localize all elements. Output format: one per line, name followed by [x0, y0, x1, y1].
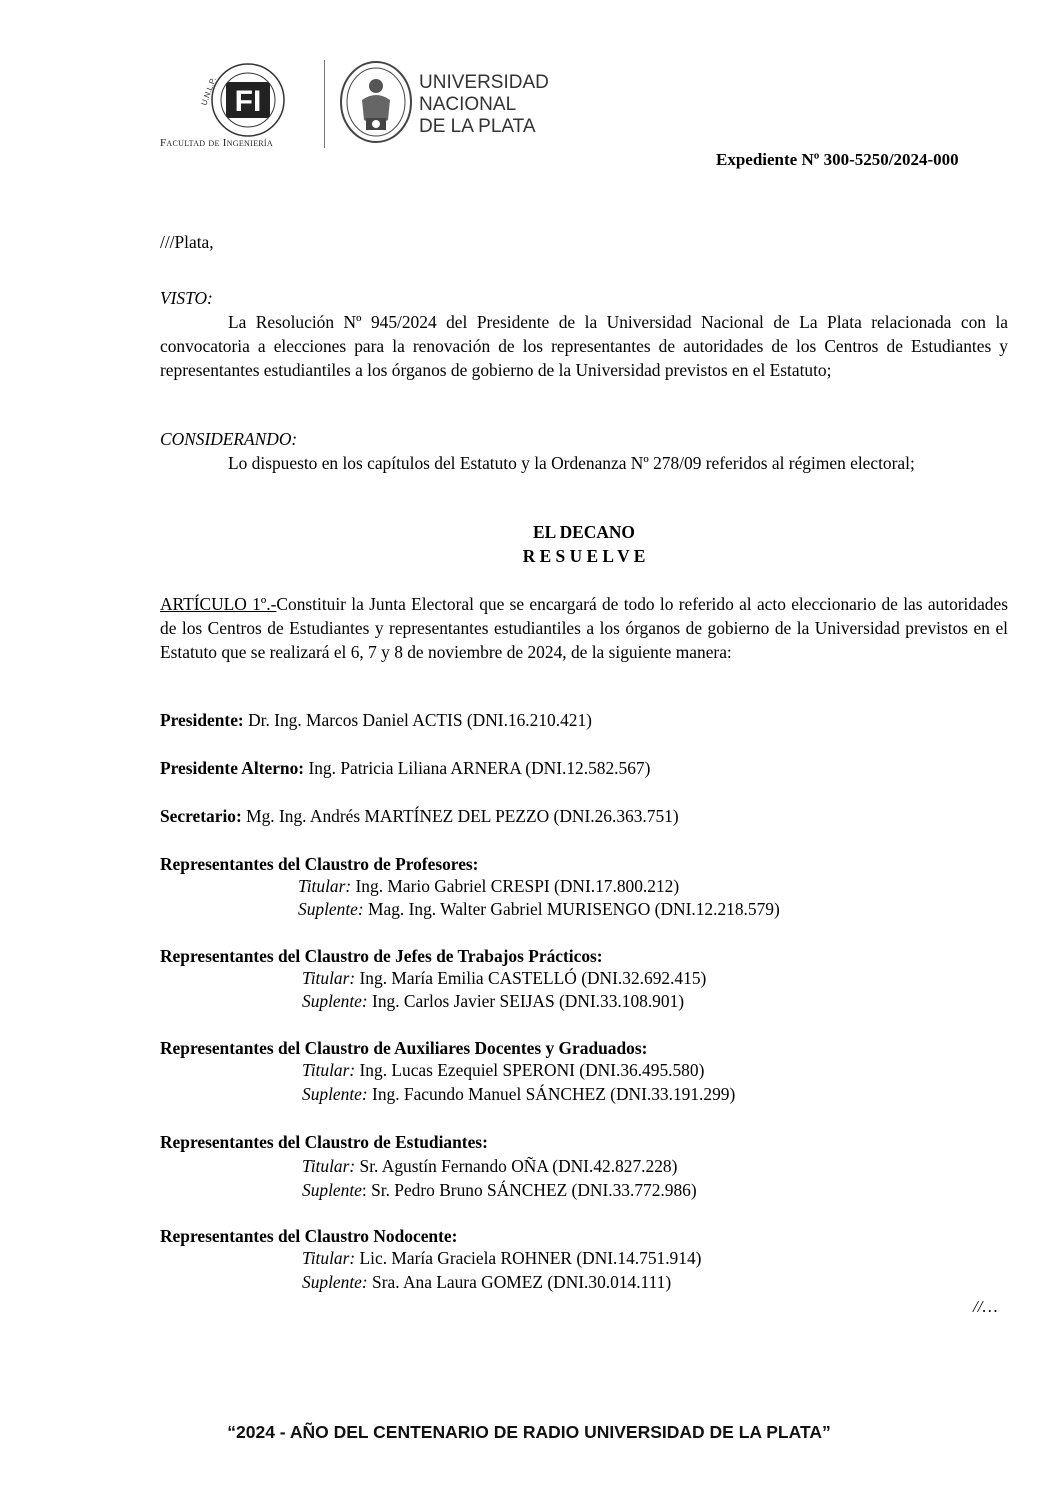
suplente-value: Sra. Ana Laura GOMEZ (DNI.30.014.111) [367, 1272, 672, 1292]
role-label: Secretario: [160, 806, 242, 826]
claustro-titular [302, 1246, 701, 1270]
titular-label: Titular: [302, 968, 356, 988]
suplente-label: Suplente: [298, 899, 364, 919]
role-label: Presidente Alterno: [160, 758, 305, 778]
titular-value: Sr. Agustín Fernando OÑA (DNI.42.827.228) [355, 1156, 678, 1176]
continuation-mark: //… [973, 1297, 998, 1316]
suplente-label: Suplente: [302, 1272, 368, 1292]
suplente-value: Ing. Carlos Javier SEIJAS (DNI.33.108.901) [367, 991, 685, 1011]
suplente-value: : Sr. Pedro Bruno SÁNCHEZ (DNI.33.772.986) [361, 1180, 697, 1200]
university-name-line: NACIONAL [419, 94, 517, 115]
faculty-logo-text: FI [234, 85, 262, 118]
claustro-titular [298, 874, 679, 898]
role-value: Mg. Ing. Andrés MARTÍNEZ DEL PEZZO (DNI.26.363.751) [241, 806, 679, 826]
claustro-heading: Representantes del Claustro Nodocente: [160, 1226, 458, 1246]
titular-label: Titular: [302, 1248, 356, 1268]
titular-value: Ing. María Emilia CASTELLÓ (DNI.32.692.415) [355, 968, 707, 988]
claustro-heading: Representantes del Claustro de Jefes de Trabajos Prácticos: [160, 946, 603, 966]
university-seal-icon [338, 60, 414, 144]
articulo-1 [160, 592, 1008, 664]
titular-value: Ing. Mario Gabriel CRESPI (DNI.17.800.212) [351, 876, 680, 896]
titular-label: Titular: [302, 1156, 356, 1176]
university-name [419, 72, 549, 138]
titular-label: Titular: [302, 1060, 356, 1080]
visto-paragraph: La Resolución Nº 945/2024 del Presidente de la Universidad Nacional de La Plata relacionada con la convocatoria a elecciones para la renovación de los representantes de autoridades de los Centros de Estudiantes y representantes estudiantiles a los órganos de gobierno de la Universidad previstos en el Estatuto; [160, 312, 1008, 380]
considerando-heading: CONSIDERANDO: [160, 429, 298, 449]
role-value: Ing. Patricia Liliana ARNERA (DNI.12.582.567) [304, 758, 651, 778]
university-name-line: DE LA PLATA [419, 116, 536, 137]
claustro-suplente [302, 1082, 735, 1106]
footer-motto: “2024 - AÑO DEL CENTENARIO DE RADIO UNIVERSIDAD DE LA PLATA” [227, 1422, 831, 1442]
faculty-logo-ring-text: U.N.L.P. [199, 76, 218, 107]
role-presidente [160, 708, 1008, 732]
role-secretario [160, 804, 1008, 828]
resuelve-heading: R E S U E L V E [522, 546, 646, 566]
expediente-number: Expediente Nº 300-5250/2024-000 [716, 150, 959, 169]
claustro-suplente [298, 897, 780, 921]
suplente-value: Mag. Ing. Walter Gabriel MURISENGO (DNI.12.218.579) [363, 899, 780, 919]
claustro-suplente [302, 989, 684, 1013]
faculty-logo [196, 58, 306, 142]
header-divider [324, 60, 325, 148]
role-presidente-alterno [160, 756, 1008, 780]
decano-heading: EL DECANO [533, 522, 635, 542]
suplente-value: Ing. Facundo Manuel SÁNCHEZ (DNI.33.191.299) [367, 1084, 736, 1104]
considerando-paragraph: Lo dispuesto en los capítulos del Estatuto y la Ordenanza Nº 278/09 referidos al régimen electoral; [228, 453, 915, 473]
suplente-label: Suplente [302, 1180, 362, 1200]
suplente-label: Suplente: [302, 1084, 368, 1104]
faculty-label: Facultad de Ingeniería [160, 137, 273, 149]
claustro-titular [302, 1058, 704, 1082]
claustro-titular [302, 1154, 677, 1178]
titular-label: Titular: [298, 876, 352, 896]
role-label: Presidente: [160, 710, 244, 730]
titular-value: Ing. Lucas Ezequiel SPERONI (DNI.36.495.580) [355, 1060, 705, 1080]
university-name-line: UNIVERSIDAD [419, 72, 549, 93]
place-line: ///Plata, [160, 232, 214, 252]
articulo-text: Constituir la Junta Electoral que se encargará de todo lo referido al acto eleccionario de las autoridades de los Centros de Estudiantes y representantes estudiantiles a los órganos de gobierno de la Universidad previstos en el Estatuto que se realizará el 6, 7 y 8 de noviembre de 2024, de la siguiente manera: [160, 594, 1008, 662]
visto-heading: VISTO: [160, 288, 213, 308]
claustro-heading: Representantes del Claustro de Profesores: [160, 854, 479, 874]
claustro-heading: Representantes del Claustro de Estudiantes: [160, 1132, 488, 1152]
articulo-label: ARTÍCULO 1º.- [160, 594, 277, 614]
claustro-titular [302, 966, 706, 990]
claustro-suplente [302, 1178, 697, 1202]
claustro-heading: Representantes del Claustro de Auxiliares Docentes y Graduados: [160, 1038, 648, 1058]
claustro-suplente [302, 1270, 671, 1294]
role-value: Dr. Ing. Marcos Daniel ACTIS (DNI.16.210.421) [243, 710, 592, 730]
suplente-label: Suplente: [302, 991, 368, 1011]
titular-value: Lic. María Graciela ROHNER (DNI.14.751.914) [355, 1248, 702, 1268]
